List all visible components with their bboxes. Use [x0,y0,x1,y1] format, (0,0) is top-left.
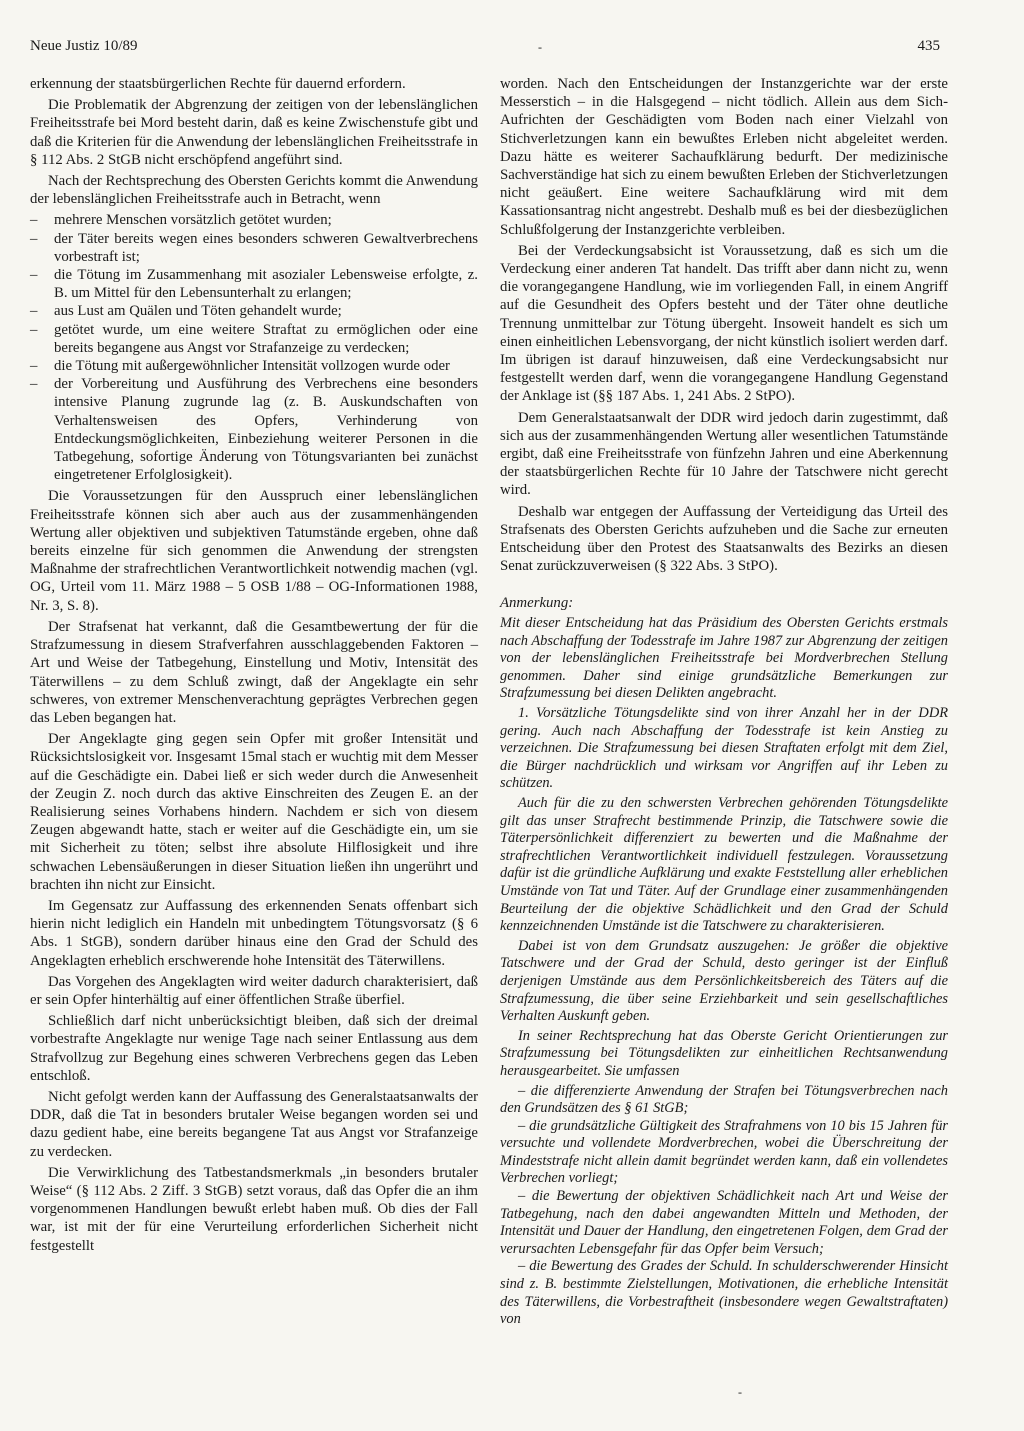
annotation-paragraph: In seiner Rechtsprechung hat das Oberste Gericht Orientierungen zur Strafzumessung bei Tötungsdelikten zur einheitlichen Rechtsanwendung herausgearbeitet. Sie umfassen [500,1027,948,1079]
paragraph: Nach der Rechtsprechung des Obersten Gerichts kommt die Anwendung der lebenslänglichen Freiheitsstrafe auch in Betracht, wenn [30,173,478,208]
orientation-list [500,1083,948,1329]
journal-issue: Neue Justiz 10/89 [30,38,138,54]
list-item: – mehrere Menschen vorsätzlich getötet wurden; [30,211,478,229]
footer-mark: - [738,1385,742,1399]
paragraph: Der Angeklagte ging gegen sein Opfer mit großer Intensität und Rücksichtslosigkeit vor. Insgesamt 15mal stach er wuchtig mit dem Messer auf die Geschädigte ein. Dabei ließ er sich weder durch die Anwesenheit der Zeugin Z. noch durch das aktive Einschreiten des Zeugen E. an der Realisierung seines Vorhabens hindern. Nachdem er sich von diesem Zeugen abgewandt hatte, stach er weiter auf die Geschädigte ein, um sie mit Sicherheit zu töten; selbst ihre absolute Hilflosigkeit und ihre schwachen Lebensäußerungen in dieser Situation ließen ihn ungerührt und brachten ihn nicht zur Einsicht. [30,731,478,893]
paragraph: Nicht gefolgt werden kann der Auffassung des Generalstaatsanwalts der DDR, daß die Tat in besonders brutaler Weise begangen worden sei und dazu gedient habe, eine bereits begangene Tat aus Angst vor Strafanzeige zu verdecken. [30,1088,478,1160]
list-item: – der Täter bereits wegen eines besonders schweren Gewaltverbrechens vorbestraft ist; [30,230,478,266]
header-mark: - [538,40,542,54]
annotation-paragraph: Mit dieser Entscheidung hat das Präsidium des Obersten Gerichts erstmals nach Abschaffung der Todesstrafe im Jahre 1987 zur Abgrenzung der zeitigen von der lebenslänglichen Freiheitsstrafe bei Mordverbrechen Stellung genommen. Daher sind einige grundsätzliche Bemerkungen zur Strafzumessung bei diesen Delikten angebracht. [500,615,948,702]
paragraph: Die Problematik der Abgrenzung der zeitigen von der lebenslänglichen Freiheitsstrafe bei Mord besteht darin, daß es keine Zwischenstufe gibt und daß die Kriterien für die Anwendung der lebenslänglichen Freiheitsstrafe in § 112 Abs. 2 StGB nicht erschöpfend angeführt sind. [30,97,478,168]
paragraph: worden. Nach den Entscheidungen der Instanzgerichte war der erste Messerstich – in die Halsgegend – nicht tödlich. Allein aus dem Sich-Aufrichten der Geschädigten vom Boden nach einer Vielzahl von Stichverletzungen kann ein bewußtes Erleben nicht abgeleitet werden. Dazu hätte es weiterer Sachaufklärung bedurft. Der medizinische Sachverständige hat sich zu einem bewußten Erleben der Stichverletzungen nicht geäußert. Eine weitere Sachaufklärung wird mit dem Kassationsantrag nicht angestrebt. Deshalb muß es bei der diesbezüglichen Schlußfolgerung der Instanzgerichte verbleiben. [500,76,948,238]
paragraph: Bei der Verdeckungsabsicht ist Voraussetzung, daß es sich um die Verdeckung einer anderen Tat handelt. Das trifft aber dann nicht zu, wenn die vorangegangene Handlung, wie im vorliegenden Fall, in einem Angriff auf die Gesundheit des Opfers besteht und der Täter ohne deutliche Trennung unmittelbar zur Tötung übergeht. Insoweit handelt es sich um einen einheitlichen Lebensvorgang, der nicht künstlich isoliert werden darf. Im übrigen ist darauf hinzuweisen, daß eine Verdeckungsabsicht nur festgestellt werden darf, wenn die vorangegangene Handlung Gegenstand der Anklage ist (§§ 187 Abs. 1, 241 Abs. 2 StPO). [500,242,948,405]
left-column [30,75,478,1258]
running-header [30,38,940,60]
paragraph: Schließlich darf nicht unberücksichtigt bleiben, daß sich der dreimal vorbestrafte Angeklagte nur wenige Tage nach seiner Entlassung aus dem Strafvollzug zur Begehung eines schweren Verbrechens gegen das Leben entschloß. [30,1013,478,1084]
paragraph: Im Gegensatz zur Auffassung des erkennenden Senats offenbart sich hierin nicht lediglich ein Handeln mit unbedingtem Tötungsvorsatz (§ 6 Abs. 1 StGB), sondern darüber hinaus eine den Grad der Schuld des Angeklagten erheblich erschwerende hohe Intensität des Täterwillens. [30,897,478,969]
paragraph: erkennung der staatsbürgerlichen Rechte für dauernd erfordern. [30,76,406,92]
paragraph: Die Verwirklichung des Tatbestandsmerkmals „in besonders brutaler Weise“ (§ 112 Abs. 2 Ziff. 3 StGB) setzt voraus, daß das Opfer die an ihm vorgenommenen Handlungen bewußt erlebt haben muß. Ob dies der Fall war, ist mit der für eine Verurteilung erforderlichen Sicherheit nicht festgestellt [30,1164,478,1254]
annotation-paragraph: Auch für die zu den schwersten Verbrechen gehörenden Tötungsdelikte gilt das unser Strafrecht bestimmende Prinzip, die Tatschwere sowie die Täterpersönlichkeit differenziert zu bewerten und die Maßnahme der strafrechtlichen Verantwortlichkeit individuell festzulegen. Voraussetzung dafür ist die gründliche Aufklärung und exakte Feststellung aller erheblichen Umstände von Tat und Täter. Auf der Grundlage einer zusammenhängenden Beurteilung der die objektive Schädlichkeit und den Grad der Schuld kennzeichnenden Umstände ist die Tatschwere zu charakterisieren. [500,795,948,935]
annotation-heading: Anmerkung: [500,595,574,612]
list-item: – die Tötung im Zusammenhang mit asozialer Lebensweise erfolgte, z. B. um Mittel für den Lebensunterhalt zu erlangen; [30,266,478,302]
list-item: – getötet wurde, um eine weitere Straftat zu ermöglichen oder eine bereits begangene aus Angst vor Strafanzeige zu verdecken; [30,321,478,357]
list-item: – die differenzierte Anwendung der Strafen bei Tötungsverbrechen nach den Grundsätzen des § 61 StGB; [500,1082,948,1117]
paragraph: Die Voraussetzungen für den Ausspruch einer lebenslänglichen Freiheitsstrafe können sich aber auch aus der zusammenhängenden Wertung aller objektiven und subjektiven Tatumstände ergeben, ohne daß bereits einzelne für sich genommen die Anwendung der strengsten Maßnahme der strafrechtlichen Verantwortlichkeit notwendig machen (vgl. OG, Urteil vom 11. März 1988 – 5 OSB 1/88 – OG-Informationen 1988, Nr. 3, S. 8). [30,488,478,614]
right-column [500,75,948,1332]
list-item: – die Bewertung der objektiven Schädlichkeit nach Art und Weise der Tatbegehung, nach den dabei angewandten Mitteln und Methoden, der Intensität und Dauer der Handlung, den eingetretenen Folgen, dem Grad der verursachten Lebensgefahr für das Opfer beim Versuch; [500,1188,948,1257]
list-item: – die Bewertung des Grades der Schuld. In schulderschwerender Hinsicht sind z. B. bestimmte Zielstellungen, Motivationen, die erhebliche Intensität des Täterwillens, die Vorbestraftheit (insbesondere wegen Gewaltstraftaten) von [500,1258,948,1328]
annotation-section [500,595,948,1328]
criteria-list [30,211,478,484]
annotation-paragraph: 1. Vorsätzliche Tötungsdelikte sind von ihrer Anzahl her in der DDR gering. Auch nach Abschaffung der Todesstrafe ist kein Anstieg zu verzeichnen. Die Strafzumessung bei diesen Straftaten erfolgt mit dem Ziel, die Bürger nachdrücklich und wirksam vor Angriffen auf ihr Leben zu schützen. [500,705,948,792]
list-item: – die grundsätzliche Gültigkeit des Strafrahmens von 10 bis 15 Jahren für versuchte und vollendete Mordverbrechen, wobei die Überschreitung der Mindeststrafe nicht allein damit begründet werden kann, daß ein vollendetes Verbrechen vorliegt; [500,1117,948,1187]
paragraph: Deshalb war entgegen der Auffassung der Verteidigung das Urteil des Strafsenats des Obersten Gerichts aufzuheben und die Sache zur erneuten Entscheidung über den Protest des Staatsanwalts des Bezirks an diesen Senat zurückzuverweisen (§ 322 Abs. 3 StPO). [500,503,948,575]
list-item: – aus Lust am Quälen und Töten gehandelt wurde; [30,302,478,320]
paragraph: Der Strafsenat hat verkannt, daß die Gesamtbewertung der für die Strafzumessung in diesem Strafverfahren ausschlaggebenden Faktoren – Art und Weise der Tatbegehung, Einstellung und Motiv, Intensität des Täterwillens – zu dem Schluß zwingt, daß der Angeklagte ein sehr schweres, von extremer Menschenverachtung geprägtes Verbrechen gegen das Leben begangen hat. [30,618,478,726]
annotation-paragraph: Dabei ist von dem Grundsatz auszugehen: Je größer die objektive Tatschwere und der Grad der Schuld, desto geringer ist der Einfluß derjenigen Umstände aus dem Persönlichkeitsbereich des Täters auf die Strafzumessung, die über seine Erziehbarkeit und sein gesellschaftliches Verhalten Auskunft geben. [500,937,948,1025]
page-number: 435 [917,38,940,54]
paragraph: Das Vorgehen des Angeklagten wird weiter dadurch charakterisiert, daß er sein Opfer hinterhältig auf einer öffentlichen Straße überfiel. [30,973,478,1008]
list-item: – der Vorbereitung und Ausführung des Verbrechens eine besonders intensive Planung zugrunde lag (z. B. Auskundschaften von Verhaltensweisen des Opfers, Verhinderung von Entdeckungsmöglichkeiten, Einbeziehung weiterer Personen in die Tatbegehung, sofortige Änderung von Tötungsvarianten bei zunächst eingetretener Erfolglosigkeit). [30,375,478,484]
list-item: – die Tötung mit außergewöhnlicher Intensität vollzogen wurde oder [30,357,478,375]
paragraph: Dem Generalstaatsanwalt der DDR wird jedoch darin zugestimmt, daß sich aus der zusammenhängenden Wertung aller wesentlichen Tatumstände ergibt, daß eine Freiheitsstrafe von fünfzehn Jahren und eine Aberkennung der staatsbürgerlichen Rechte für 10 Jahre der Tatschwere nicht gerecht wird. [500,409,948,499]
